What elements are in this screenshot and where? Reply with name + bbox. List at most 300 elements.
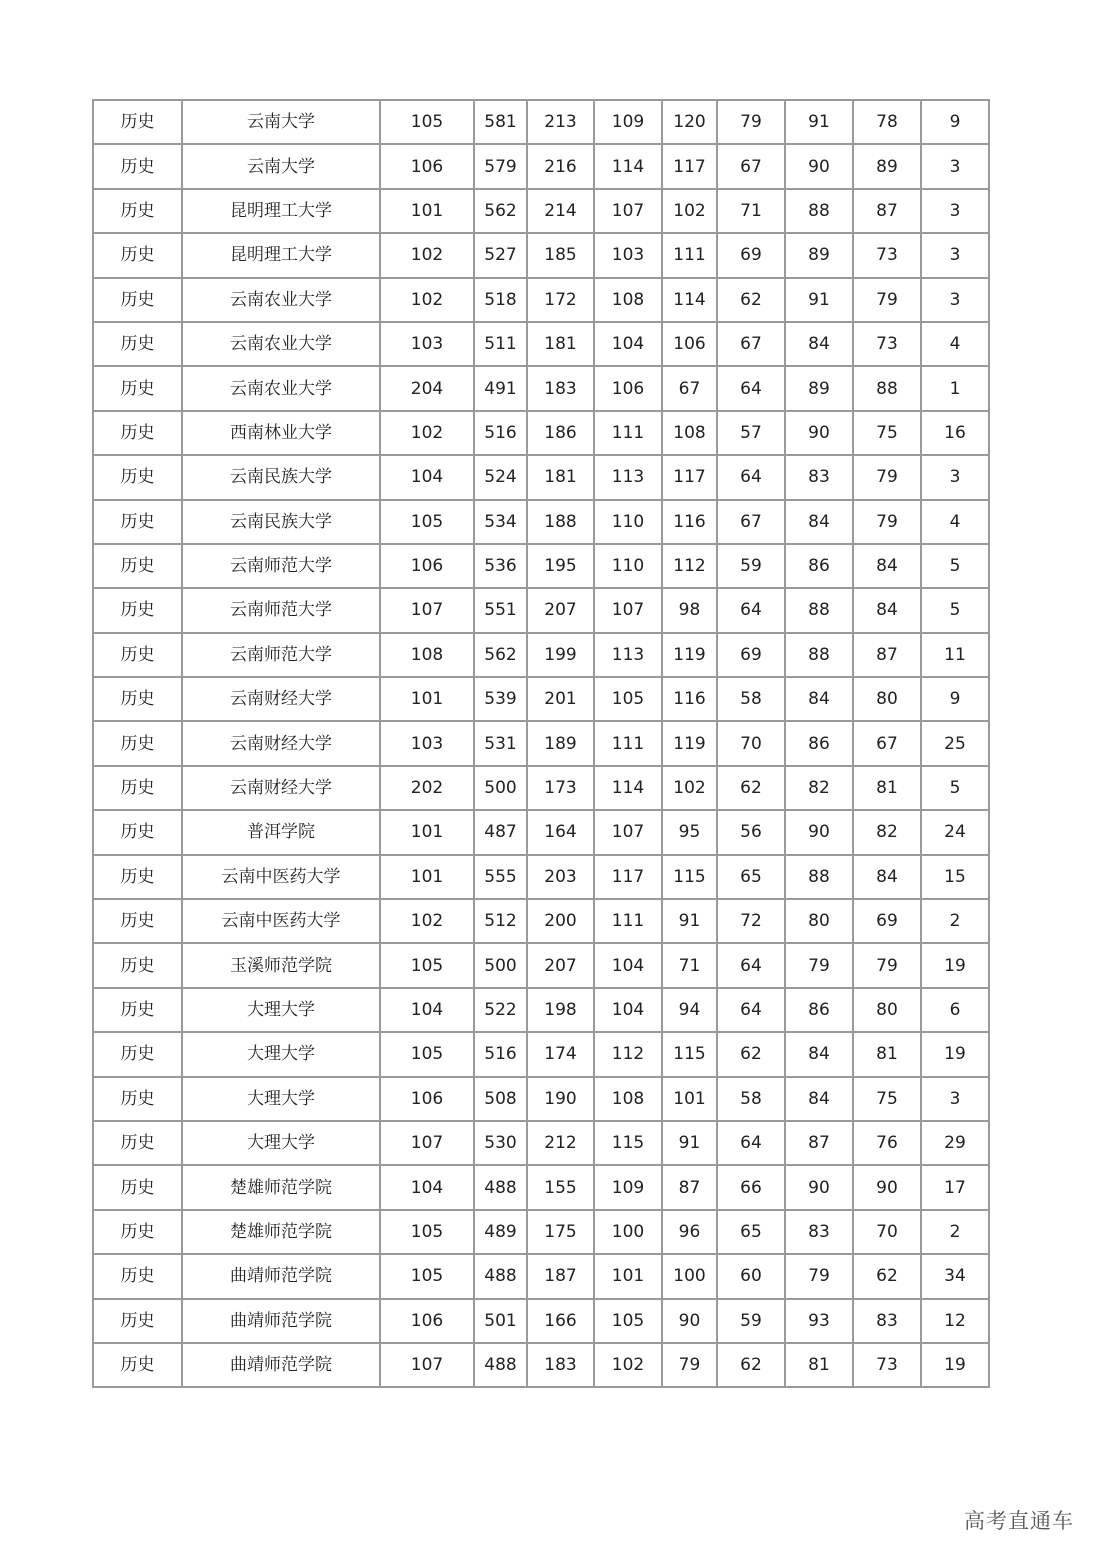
score-cell: 79 [853,455,921,499]
count-cell: 9 [921,677,989,721]
score-cell: 518 [474,278,527,322]
score-cell: 87 [662,1165,717,1209]
score-cell: 91 [785,100,853,144]
score-cell: 105 [594,1299,662,1343]
score-cell: 166 [527,1299,594,1343]
score-cell: 73 [853,233,921,277]
major-group-code-cell: 102 [380,899,474,943]
subject-cell: 历史 [93,500,182,544]
subject-cell: 历史 [93,988,182,1032]
score-cell: 501 [474,1299,527,1343]
major-group-code-cell: 104 [380,1165,474,1209]
table-row [93,1254,989,1298]
score-cell: 64 [717,455,785,499]
score-cell: 119 [662,633,717,677]
score-cell: 164 [527,810,594,854]
score-cell: 104 [594,943,662,987]
score-cell: 491 [474,366,527,410]
table-row [93,943,989,987]
score-cell: 86 [785,988,853,1032]
score-cell: 69 [853,899,921,943]
subject-cell: 历史 [93,1299,182,1343]
count-cell: 19 [921,943,989,987]
table-row [93,633,989,677]
school-name-cell: 楚雄师范学院 [182,1165,380,1209]
school-name-cell: 云南财经大学 [182,677,380,721]
major-group-code-cell: 107 [380,1343,474,1387]
count-cell: 19 [921,1343,989,1387]
school-name-cell: 云南中医药大学 [182,855,380,899]
subject-cell: 历史 [93,1165,182,1209]
count-cell: 2 [921,1210,989,1254]
score-cell: 88 [785,855,853,899]
score-cell: 116 [662,500,717,544]
score-cell: 72 [717,899,785,943]
score-cell: 84 [785,500,853,544]
table-row [93,455,989,499]
score-cell: 101 [662,1077,717,1121]
school-name-cell: 云南民族大学 [182,455,380,499]
score-cell: 67 [717,144,785,188]
school-name-cell: 大理大学 [182,1121,380,1165]
score-cell: 89 [853,144,921,188]
score-cell: 64 [717,943,785,987]
subject-cell: 历史 [93,1254,182,1298]
subject-cell: 历史 [93,633,182,677]
score-cell: 59 [717,544,785,588]
score-cell: 84 [785,1032,853,1076]
count-cell: 3 [921,233,989,277]
score-cell: 114 [662,278,717,322]
score-cell: 172 [527,278,594,322]
score-cell: 78 [853,100,921,144]
major-group-code-cell: 101 [380,855,474,899]
score-cell: 79 [853,278,921,322]
score-cell: 508 [474,1077,527,1121]
score-cell: 84 [785,677,853,721]
major-group-code-cell: 104 [380,988,474,1032]
score-cell: 70 [717,721,785,765]
score-cell: 111 [594,899,662,943]
score-cell: 62 [717,278,785,322]
score-cell: 73 [853,1343,921,1387]
score-cell: 83 [785,455,853,499]
score-cell: 94 [662,988,717,1032]
major-group-code-cell: 204 [380,366,474,410]
score-cell: 175 [527,1210,594,1254]
score-cell: 64 [717,366,785,410]
major-group-code-cell: 105 [380,500,474,544]
major-group-code-cell: 105 [380,1032,474,1076]
count-cell: 15 [921,855,989,899]
table-row [93,1343,989,1387]
score-cell: 117 [662,455,717,499]
school-name-cell: 云南中医药大学 [182,899,380,943]
score-cell: 71 [717,189,785,233]
school-name-cell: 云南大学 [182,100,380,144]
table-row [93,366,989,410]
score-cell: 56 [717,810,785,854]
score-cell: 173 [527,766,594,810]
score-cell: 89 [785,233,853,277]
table-row [93,144,989,188]
table-row [93,1032,989,1076]
table-body [93,100,989,1387]
score-cell: 107 [594,189,662,233]
table-row [93,1165,989,1209]
score-cell: 58 [717,677,785,721]
score-cell: 500 [474,943,527,987]
score-cell: 80 [853,988,921,1032]
score-cell: 116 [662,677,717,721]
school-name-cell: 曲靖师范学院 [182,1299,380,1343]
count-cell: 4 [921,500,989,544]
score-cell: 108 [594,1077,662,1121]
subject-cell: 历史 [93,233,182,277]
school-name-cell: 玉溪师范学院 [182,943,380,987]
major-group-code-cell: 102 [380,411,474,455]
score-cell: 488 [474,1343,527,1387]
score-cell: 79 [785,943,853,987]
score-cell: 90 [785,144,853,188]
score-cell: 73 [853,322,921,366]
subject-cell: 历史 [93,144,182,188]
table-row [93,411,989,455]
score-cell: 87 [853,633,921,677]
score-cell: 119 [662,721,717,765]
score-cell: 82 [785,766,853,810]
count-cell: 3 [921,144,989,188]
count-cell: 12 [921,1299,989,1343]
admission-score-table [92,99,990,1388]
score-cell: 115 [662,1032,717,1076]
score-cell: 200 [527,899,594,943]
score-cell: 117 [594,855,662,899]
subject-cell: 历史 [93,189,182,233]
score-cell: 530 [474,1121,527,1165]
score-cell: 60 [717,1254,785,1298]
score-cell: 102 [662,766,717,810]
subject-cell: 历史 [93,366,182,410]
score-cell: 195 [527,544,594,588]
score-cell: 83 [785,1210,853,1254]
score-cell: 111 [662,233,717,277]
school-name-cell: 西南林业大学 [182,411,380,455]
score-cell: 64 [717,588,785,632]
school-name-cell: 云南师范大学 [182,588,380,632]
school-name-cell: 云南民族大学 [182,500,380,544]
score-cell: 500 [474,766,527,810]
subject-cell: 历史 [93,411,182,455]
score-cell: 66 [717,1165,785,1209]
score-cell: 115 [594,1121,662,1165]
major-group-code-cell: 103 [380,322,474,366]
score-cell: 487 [474,810,527,854]
score-cell: 70 [853,1210,921,1254]
score-cell: 57 [717,411,785,455]
school-name-cell: 楚雄师范学院 [182,1210,380,1254]
score-cell: 524 [474,455,527,499]
score-cell: 512 [474,899,527,943]
score-cell: 86 [785,544,853,588]
score-cell: 207 [527,588,594,632]
score-cell: 108 [662,411,717,455]
score-cell: 82 [853,810,921,854]
score-cell: 104 [594,988,662,1032]
score-cell: 93 [785,1299,853,1343]
table-row [93,988,989,1032]
major-group-code-cell: 101 [380,677,474,721]
score-cell: 79 [717,100,785,144]
score-cell: 185 [527,233,594,277]
major-group-code-cell: 101 [380,189,474,233]
table-row [93,855,989,899]
score-cell: 80 [785,899,853,943]
major-group-code-cell: 102 [380,278,474,322]
score-cell: 174 [527,1032,594,1076]
score-cell: 59 [717,1299,785,1343]
count-cell: 17 [921,1165,989,1209]
table-row [93,500,989,544]
score-cell: 551 [474,588,527,632]
score-cell: 113 [594,455,662,499]
major-group-code-cell: 202 [380,766,474,810]
score-cell: 511 [474,322,527,366]
score-cell: 67 [717,322,785,366]
score-cell: 90 [785,810,853,854]
subject-cell: 历史 [93,1077,182,1121]
score-cell: 107 [594,810,662,854]
subject-cell: 历史 [93,810,182,854]
score-cell: 489 [474,1210,527,1254]
score-cell: 104 [594,322,662,366]
subject-cell: 历史 [93,677,182,721]
score-cell: 79 [853,500,921,544]
school-name-cell: 昆明理工大学 [182,189,380,233]
score-cell: 98 [662,588,717,632]
major-group-code-cell: 106 [380,1077,474,1121]
subject-cell: 历史 [93,544,182,588]
score-cell: 562 [474,189,527,233]
score-cell: 102 [662,189,717,233]
school-name-cell: 曲靖师范学院 [182,1254,380,1298]
score-cell: 516 [474,411,527,455]
score-cell: 84 [785,1077,853,1121]
major-group-code-cell: 105 [380,1254,474,1298]
score-cell: 67 [717,500,785,544]
admission-score-table-container [92,99,990,1388]
score-cell: 90 [785,1165,853,1209]
score-cell: 62 [853,1254,921,1298]
score-cell: 527 [474,233,527,277]
score-cell: 181 [527,322,594,366]
major-group-code-cell: 101 [380,810,474,854]
table-row [93,1121,989,1165]
school-name-cell: 普洱学院 [182,810,380,854]
score-cell: 84 [785,322,853,366]
score-cell: 183 [527,366,594,410]
score-cell: 539 [474,677,527,721]
count-cell: 34 [921,1254,989,1298]
score-cell: 110 [594,500,662,544]
score-cell: 198 [527,988,594,1032]
table-row [93,1299,989,1343]
score-cell: 88 [785,633,853,677]
score-cell: 64 [717,1121,785,1165]
score-cell: 90 [853,1165,921,1209]
subject-cell: 历史 [93,322,182,366]
table-row [93,677,989,721]
table-row [93,189,989,233]
score-cell: 105 [594,677,662,721]
table-row [93,721,989,765]
score-cell: 88 [785,189,853,233]
major-group-code-cell: 105 [380,943,474,987]
score-cell: 67 [853,721,921,765]
score-cell: 207 [527,943,594,987]
score-cell: 488 [474,1165,527,1209]
major-group-code-cell: 102 [380,233,474,277]
score-cell: 75 [853,1077,921,1121]
score-cell: 516 [474,1032,527,1076]
count-cell: 2 [921,899,989,943]
count-cell: 6 [921,988,989,1032]
score-cell: 108 [594,278,662,322]
score-cell: 201 [527,677,594,721]
table-row [93,1077,989,1121]
score-cell: 84 [853,855,921,899]
score-cell: 84 [853,588,921,632]
count-cell: 29 [921,1121,989,1165]
score-cell: 65 [717,855,785,899]
score-cell: 91 [785,278,853,322]
subject-cell: 历史 [93,943,182,987]
school-name-cell: 云南师范大学 [182,633,380,677]
score-cell: 112 [662,544,717,588]
score-cell: 114 [594,766,662,810]
count-cell: 3 [921,455,989,499]
score-cell: 187 [527,1254,594,1298]
subject-cell: 历史 [93,455,182,499]
score-cell: 579 [474,144,527,188]
table-row [93,588,989,632]
school-name-cell: 大理大学 [182,988,380,1032]
score-cell: 58 [717,1077,785,1121]
count-cell: 3 [921,189,989,233]
school-name-cell: 云南大学 [182,144,380,188]
score-cell: 91 [662,899,717,943]
score-cell: 88 [853,366,921,410]
school-name-cell: 大理大学 [182,1077,380,1121]
score-cell: 189 [527,721,594,765]
count-cell: 19 [921,1032,989,1076]
school-name-cell: 云南财经大学 [182,766,380,810]
count-cell: 5 [921,544,989,588]
score-cell: 213 [527,100,594,144]
score-cell: 114 [594,144,662,188]
subject-cell: 历史 [93,100,182,144]
major-group-code-cell: 105 [380,100,474,144]
school-name-cell: 云南农业大学 [182,366,380,410]
score-cell: 76 [853,1121,921,1165]
major-group-code-cell: 106 [380,144,474,188]
count-cell: 24 [921,810,989,854]
subject-cell: 历史 [93,1343,182,1387]
subject-cell: 历史 [93,1032,182,1076]
score-cell: 87 [853,189,921,233]
score-cell: 534 [474,500,527,544]
school-name-cell: 云南农业大学 [182,322,380,366]
score-cell: 90 [662,1299,717,1343]
table-row [93,544,989,588]
score-cell: 120 [662,100,717,144]
score-cell: 103 [594,233,662,277]
score-cell: 69 [717,233,785,277]
score-cell: 488 [474,1254,527,1298]
score-cell: 183 [527,1343,594,1387]
score-cell: 581 [474,100,527,144]
score-cell: 216 [527,144,594,188]
count-cell: 16 [921,411,989,455]
score-cell: 536 [474,544,527,588]
major-group-code-cell: 105 [380,1210,474,1254]
watermark-text: 高考直通车 [964,1509,1074,1533]
major-group-code-cell: 106 [380,544,474,588]
score-cell: 67 [662,366,717,410]
score-cell: 106 [594,366,662,410]
score-cell: 112 [594,1032,662,1076]
score-cell: 81 [853,766,921,810]
score-cell: 186 [527,411,594,455]
table-row [93,899,989,943]
score-cell: 109 [594,1165,662,1209]
table-row [93,766,989,810]
major-group-code-cell: 104 [380,455,474,499]
subject-cell: 历史 [93,899,182,943]
score-cell: 62 [717,1343,785,1387]
major-group-code-cell: 107 [380,1121,474,1165]
score-cell: 203 [527,855,594,899]
score-cell: 90 [785,411,853,455]
school-name-cell: 大理大学 [182,1032,380,1076]
score-cell: 62 [717,766,785,810]
score-cell: 81 [785,1343,853,1387]
count-cell: 11 [921,633,989,677]
score-cell: 75 [853,411,921,455]
score-cell: 83 [853,1299,921,1343]
major-group-code-cell: 103 [380,721,474,765]
score-cell: 80 [853,677,921,721]
score-cell: 100 [662,1254,717,1298]
score-cell: 91 [662,1121,717,1165]
score-cell: 100 [594,1210,662,1254]
subject-cell: 历史 [93,588,182,632]
score-cell: 117 [662,144,717,188]
table-row [93,322,989,366]
count-cell: 4 [921,322,989,366]
table-row [93,100,989,144]
subject-cell: 历史 [93,278,182,322]
school-name-cell: 云南财经大学 [182,721,380,765]
score-cell: 101 [594,1254,662,1298]
count-cell: 1 [921,366,989,410]
score-cell: 71 [662,943,717,987]
major-group-code-cell: 107 [380,588,474,632]
count-cell: 5 [921,588,989,632]
score-cell: 110 [594,544,662,588]
score-cell: 181 [527,455,594,499]
table-row [93,1210,989,1254]
